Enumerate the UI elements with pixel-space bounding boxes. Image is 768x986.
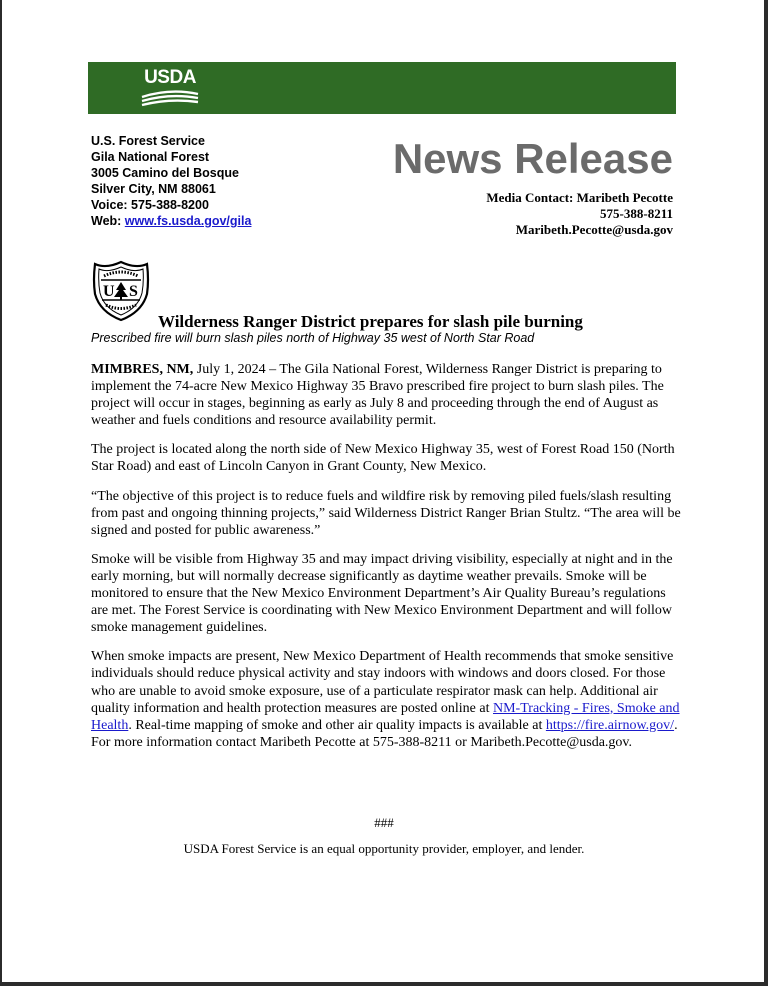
media-contact-email: Maribeth.Pecotte@usda.gov	[515, 222, 673, 237]
paragraph-2: The project is located along the north side of New Mexico Highway 35, west of Forest Road 150 (North Star Road) and east of Lincoln Canyon in Grant County, New Mexico.	[91, 442, 675, 475]
web-label: Web:	[91, 214, 125, 228]
footer-statement: USDA Forest Service is an equal opportunity provider, employer, and lender.	[183, 841, 585, 856]
forest-name: Gila National Forest	[91, 150, 210, 164]
page-border-right	[764, 0, 768, 986]
usda-banner	[88, 62, 676, 114]
airnow-link[interactable]: https://fire.airnow.gov/	[545, 717, 675, 733]
usda-logo	[140, 68, 200, 110]
paragraph-4: Smoke will be visible from Highway 35 and may impact driving visibility, especially at night and in the early morning, but will normally decrease significantly as daytime weather prevails. Smoke will be monitored to ensure that the New Mexico Environment Department’s Air Quality Bureau’s regulations are met. The Forest Service is coordinating with New Mexico Environment Department and will follow smoke management guidelines.	[91, 551, 673, 636]
usda-logo-text: USDA	[144, 67, 196, 88]
shield-letter-u: U S	[103, 283, 138, 300]
office-address-block	[91, 133, 251, 229]
dateline: MIMBRES, NM,	[91, 362, 194, 377]
article-headline: Wilderness Ranger District prepares for slash pile burning	[158, 312, 583, 331]
web-line	[91, 213, 251, 229]
paragraph-3: “The objective of this project is to reduce fuels and wildfire risk by removing piled fuels/slash resulting from past and ongoing thinning projects,” said Wilderness District Ranger Brian Stultz. “The area will be signed and posted for public awareness.”	[91, 488, 681, 538]
paragraph-5	[91, 648, 681, 751]
agency-name: U.S. Forest Service	[91, 134, 205, 148]
paragraph-1-text: July 1, 2024 – The Gila National Forest, Wilderness Ranger District is preparing to implement the 74-acre New Mexico Highway 35 Bravo prescribed fire project to burn slash piles. The project will occur in stages, beginning as early as July 8 and proceeding through the end of August as weather and fuels conditions and resource availability permit.	[91, 362, 664, 429]
article-body	[91, 361, 681, 763]
media-contact-block	[486, 190, 673, 238]
page-border-bottom	[0, 982, 768, 986]
page-title: News Release	[392, 135, 673, 182]
media-contact-name: Media Contact: Maribeth Pecotte	[486, 190, 673, 205]
city-state-zip: Silver City, NM 88061	[91, 182, 216, 196]
website-link[interactable]: www.fs.usda.gov/gila	[124, 214, 252, 228]
nm-tracking-link[interactable]: NM-Tracking - Fires, Smoke and Health	[91, 700, 680, 733]
end-marks: ###	[374, 815, 394, 830]
article-subhead: Prescribed fire will burn slash piles north of Highway 35 west of North Star Road	[91, 331, 535, 345]
voice-phone: Voice: 575-388-8200	[91, 198, 209, 212]
page-border-left	[0, 0, 2, 986]
media-contact-phone: 575-388-8211	[600, 206, 673, 221]
usda-hills-icon	[140, 87, 200, 107]
paragraph-1	[91, 361, 681, 429]
paragraph-5-text-c: . For more information contact Maribeth Pecotte at 575-388-8211 or Maribeth.Pecotte@usda.gov.	[91, 717, 678, 750]
paragraph-5-text-b: . Real-time mapping of smoke and other air quality impacts is available at	[128, 717, 546, 733]
street-address: 3005 Camino del Bosque	[91, 166, 239, 180]
forest-service-shield-icon	[92, 260, 150, 322]
paragraph-5-text-a: When smoke impacts are present, New Mexico Department of Health recommends that smoke sensitive individuals should reduce physical activity and stay indoors with windows and doors closed. For those who are unable to avoid smoke exposure, use of a particulate respirator mask can help. Additional air quality information and health protection measures are posted online at	[91, 649, 674, 716]
